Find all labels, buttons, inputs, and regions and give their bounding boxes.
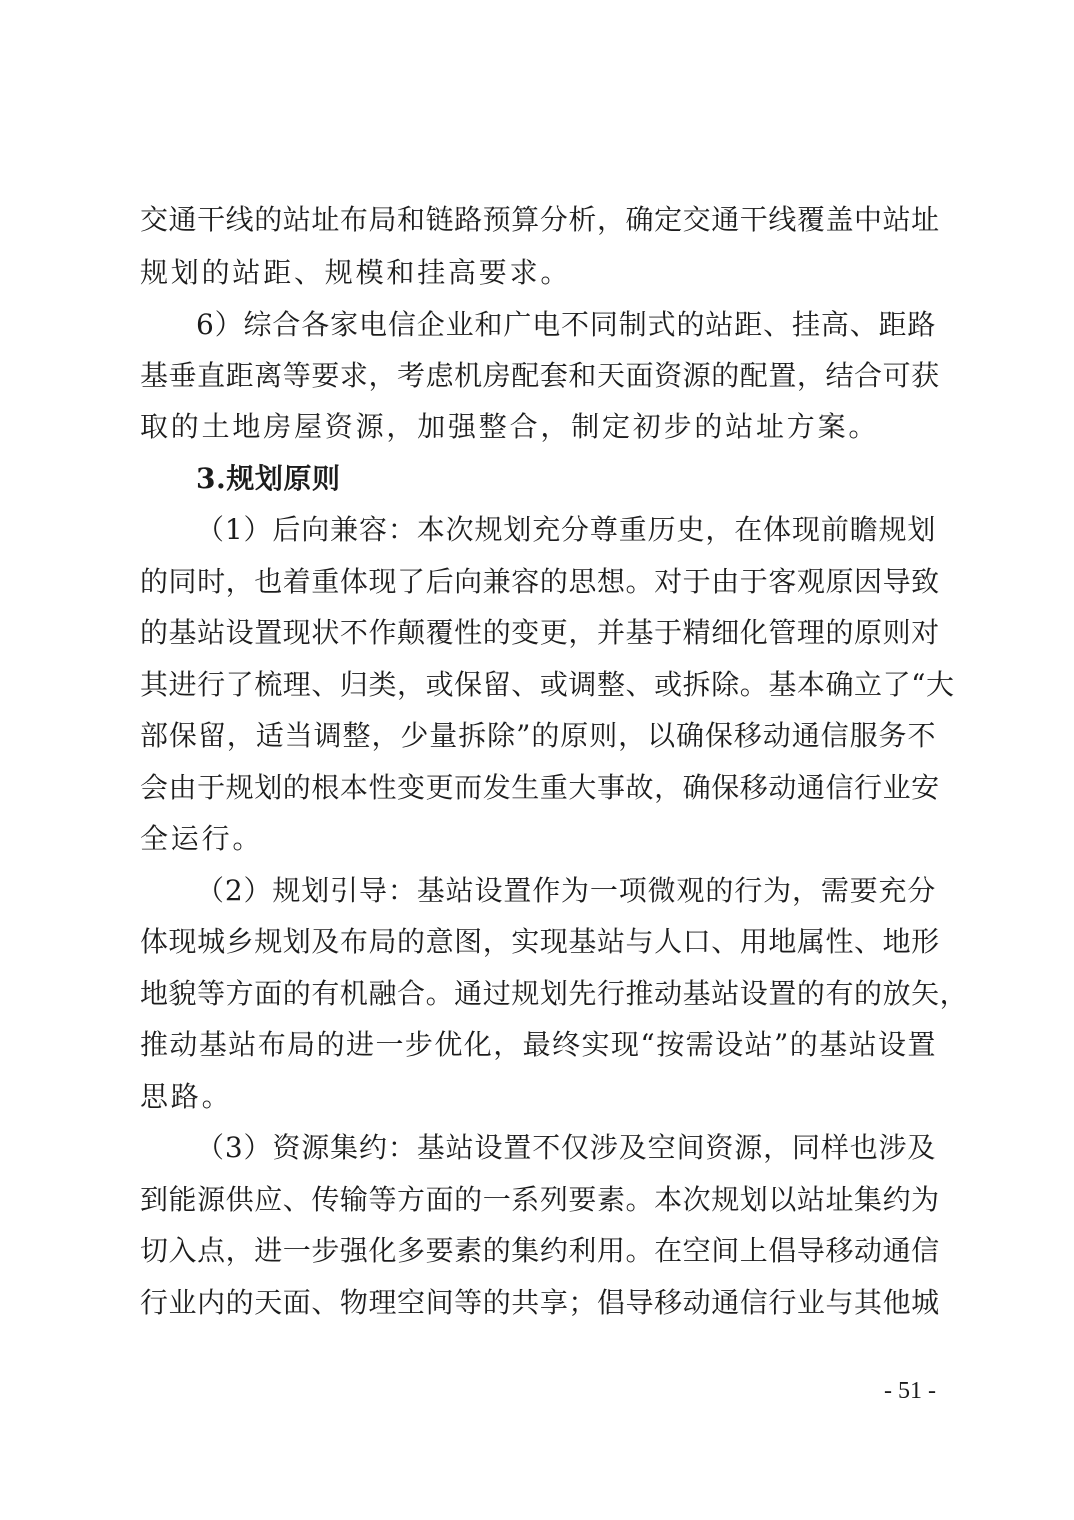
body-text-line: 规划的站距、规模和挂高要求。	[140, 256, 572, 289]
body-text-line: 推动基站布局的进一步优化，最终实现“按需设站”的基站设置	[140, 1028, 936, 1061]
body-text-line: 的基站设置现状不作颠覆性的变更，并基于精细化管理的原则对	[140, 616, 940, 649]
body-text-line: 部保留，适当调整，少量拆除”的原则，以确保移动通信服务不	[140, 719, 936, 752]
body-text-line: 基垂直距离等要求，考虑机房配套和天面资源的配置，结合可获	[140, 359, 940, 392]
body-text-line: 其进行了梳理、归类，或保留、或调整、或拆除。基本确立了“大	[140, 668, 955, 701]
body-text-line: 的同时，也着重体现了后向兼容的思想。对于由于客观原因导致	[140, 565, 940, 598]
body-text-line: 行业内的天面、物理空间等的共享；倡导移动通信行业与其他城	[140, 1286, 940, 1319]
paragraph-start-line: （2）规划引导：基站设置作为一项微观的行为，需要充分	[196, 874, 936, 907]
body-text-line: 体现城乡规划及布局的意图，实现基站与人口、用地属性、地形	[140, 925, 940, 958]
body-text-line: 全运行。	[140, 822, 264, 855]
section-heading: 3.规划原则	[196, 462, 341, 495]
paragraph-start-line: 6）综合各家电信企业和广电不同制式的站距、挂高、距路	[196, 308, 936, 341]
body-text-line: 思路。	[140, 1080, 233, 1113]
body-text-line: 地貌等方面的有机融合。通过规划先行推动基站设置的有的放矢，	[140, 977, 969, 1010]
paragraph-start-line: （1）后向兼容：本次规划充分尊重历史，在体现前瞻规划	[196, 513, 936, 546]
body-text-line: 切入点，进一步强化多要素的集约利用。在空间上倡导移动通信	[140, 1234, 940, 1267]
page-number: - 51 -	[884, 1378, 936, 1404]
paragraph-start-line: （3）资源集约：基站设置不仅涉及空间资源，同样也涉及	[196, 1131, 936, 1164]
body-text-line: 会由于规划的根本性变更而发生重大事故，确保移动通信行业安	[140, 771, 940, 804]
body-text-line: 交通干线的站址布局和链路预算分析，确定交通干线覆盖中站址	[140, 203, 940, 236]
body-text-line: 到能源供应、传输等方面的一系列要素。本次规划以站址集约为	[140, 1183, 940, 1216]
body-text-line: 取的土地房屋资源，加强整合，制定初步的站址方案。	[140, 410, 880, 443]
